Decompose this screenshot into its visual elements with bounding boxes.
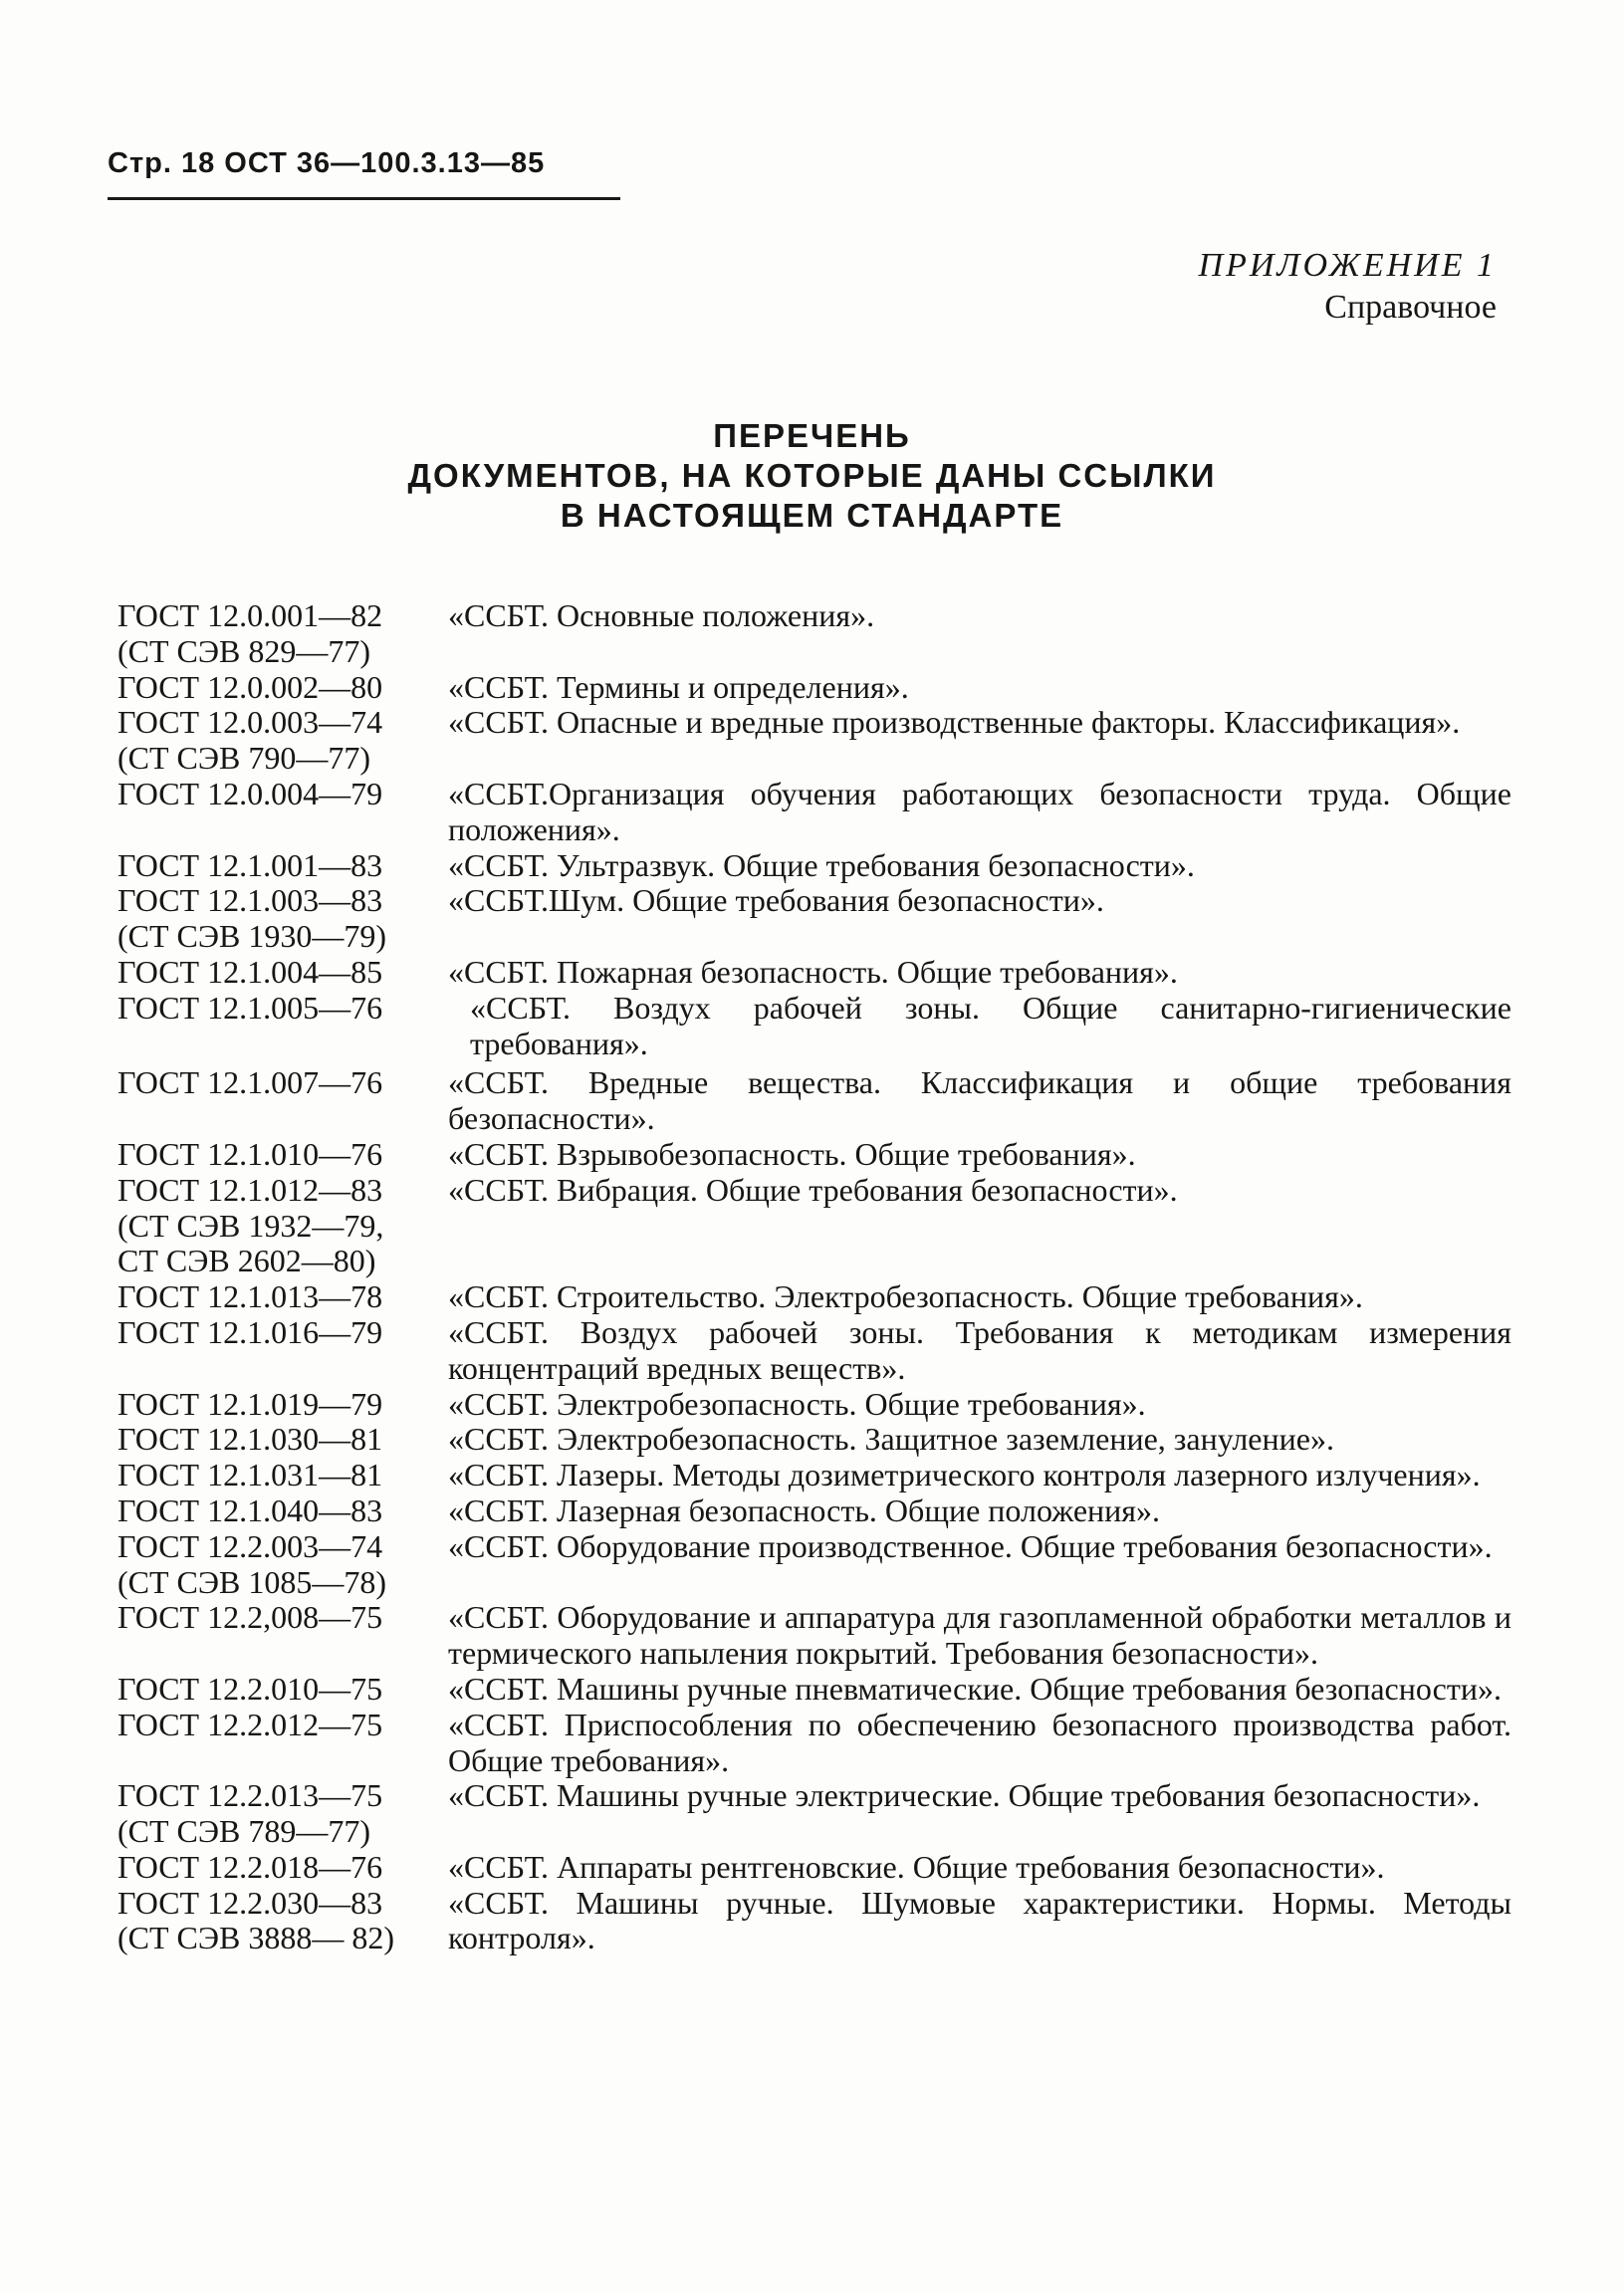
entry-description: «ССБТ. Строительство. Электробезопасность. Общие требования». xyxy=(448,1278,1363,1315)
entry-description: «ССБТ. Вибрация. Общие требования безопасности». xyxy=(448,1171,1178,1208)
entry-code: ГОСТ 12.1.030—81 xyxy=(117,1421,383,1458)
appendix-label xyxy=(1199,245,1497,329)
entry-description: «ССБТ.Шум. Общие требования безопасности». xyxy=(448,882,1104,919)
entry-description: «ССБТ. Оборудование производственное. Общие требования безопасности». xyxy=(448,1527,1493,1564)
heading-line-1: ПЕРЕЧЕНЬ xyxy=(713,417,911,454)
reference-entry xyxy=(117,883,1511,955)
entry-description: «ССБТ. Машины ручные. Шумовые характеристики. Нормы. Методы контроля». xyxy=(448,1884,1511,1956)
entry-description: «ССБТ. Взрывобезопасность. Общие требования». xyxy=(448,1135,1136,1172)
entry-description: «ССБТ. Вредные вещества. Классификация и общие требования безопасности». xyxy=(448,1064,1511,1137)
entry-code: ГОСТ 12.1.013—78 xyxy=(117,1278,383,1315)
entry-description: «ССБТ. Термины и определения». xyxy=(448,668,909,705)
entry-code: ГОСТ 12.2.012—75 xyxy=(117,1706,383,1742)
reference-entry xyxy=(117,1493,1511,1529)
entry-description: «ССБТ. Электробезопасность. Общие требования». xyxy=(448,1385,1146,1422)
entry-code: ГОСТ 12.2.010—75 xyxy=(117,1670,383,1707)
appendix-subtitle: Справочное xyxy=(1324,289,1497,326)
heading-line-3: В НАСТОЯЩЕМ СТАНДАРТЕ xyxy=(560,497,1064,534)
entry-description: «ССБТ. Оборудование и аппаратура для газопламенной обработки металлов и термического напыления покрытий. Требования безопасности». xyxy=(448,1599,1511,1672)
entry-code: ГОСТ 12.2.030—83 (СТ СЭВ 3888— 82) xyxy=(117,1884,395,1956)
entry-description: «ССБТ. Воздух рабочей зоны. Общие санитарно-гигиенические требования». xyxy=(470,989,1511,1061)
entry-description: «ССБТ. Аппараты рентгеновские. Общие требования безопасности». xyxy=(448,1848,1385,1885)
entry-code: ГОСТ 12.1.003—83 (СТ СЭВ 1930—79) xyxy=(117,882,387,955)
entry-code: ГОСТ 12.1.016—79 xyxy=(117,1313,383,1350)
reference-entry xyxy=(117,1886,1511,1957)
header-rule xyxy=(108,197,620,200)
reference-entry xyxy=(117,991,1511,1062)
reference-entry xyxy=(117,1315,1511,1387)
entry-description: «ССБТ.Организация обучения работающих безопасности труда. Общие положения». xyxy=(448,775,1511,847)
entry-code: ГОСТ 12.2.003—74 (СТ СЭВ 1085—78) xyxy=(117,1527,387,1600)
entry-code: ГОСТ 12.1.012—83 (СТ СЭВ 1932—79, СТ СЭВ 2602—80) xyxy=(117,1171,384,1279)
reference-entry xyxy=(117,1850,1511,1886)
entry-code: ГОСТ 12.1.001—83 xyxy=(117,846,383,883)
reference-entry xyxy=(117,1422,1511,1458)
reference-entry xyxy=(117,1600,1511,1672)
reference-entry xyxy=(117,1387,1511,1423)
entry-description: «ССБТ. Лазерная безопасность. Общие положения». xyxy=(448,1491,1161,1528)
reference-entry xyxy=(117,955,1511,991)
entry-code: ГОСТ 12.1.010—76 xyxy=(117,1135,383,1172)
entry-description: «ССБТ. Электробезопасность. Защитное заземление, зануление». xyxy=(448,1421,1334,1458)
reference-entry xyxy=(117,1065,1511,1137)
entry-description: «ССБТ. Машины ручные электрические. Общие требования безопасности». xyxy=(448,1777,1481,1814)
reference-entry xyxy=(117,1529,1511,1601)
entry-code: ГОСТ 12.1.005—76 xyxy=(117,989,383,1026)
reference-entry xyxy=(117,1778,1511,1850)
reference-entry xyxy=(117,777,1511,848)
reference-entry xyxy=(117,1279,1511,1315)
entry-code: ГОСТ 12.1.040—83 xyxy=(117,1491,383,1528)
reference-entry xyxy=(117,1708,1511,1779)
entry-code: ГОСТ 12.2.013—75 (СТ СЭВ 789—77) xyxy=(117,1777,383,1850)
entry-description: «ССБТ. Приспособления по обеспечению безопасного производства работ. Общие требования». xyxy=(448,1706,1511,1778)
entry-code: ГОСТ 12.2.018—76 xyxy=(117,1848,383,1885)
entry-description: «ССБТ. Опасные и вредные производственные факторы. Классификация». xyxy=(448,704,1461,741)
reference-entry xyxy=(117,598,1511,670)
entry-code: ГОСТ 12.1.004—85 xyxy=(117,953,383,990)
entry-code: ГОСТ 12.0.004—79 xyxy=(117,775,383,811)
reference-entry xyxy=(117,1672,1511,1708)
reference-list xyxy=(117,598,1511,1956)
reference-entry xyxy=(117,1173,1511,1279)
entry-code: ГОСТ 12.2,008—75 xyxy=(117,1599,383,1636)
reference-entry xyxy=(117,1137,1511,1173)
entry-description: «ССБТ. Машины ручные пневматические. Общие требования безопасности». xyxy=(448,1670,1502,1707)
entry-description: «ССБТ. Основные положения». xyxy=(448,597,875,633)
entry-description: «ССБТ. Лазеры. Методы дозиметрического контроля лазерного излучения». xyxy=(448,1457,1481,1493)
entry-description: «ССБТ. Ультразвук. Общие требования безопасности». xyxy=(448,846,1195,883)
entry-code: ГОСТ 12.0.003—74 (СТ СЭВ 790—77) xyxy=(117,704,383,777)
heading-line-2: ДОКУМЕНТОВ, НА КОТОРЫЕ ДАНЫ ССЫЛКИ xyxy=(407,457,1217,494)
entry-code: ГОСТ 12.0.001—82 (СТ СЭВ 829—77) xyxy=(117,597,383,669)
reference-entry xyxy=(117,705,1511,777)
entry-description: «ССБТ. Пожарная безопасность. Общие требования». xyxy=(448,953,1178,990)
appendix-title: ПРИЛОЖЕНИЕ 1 xyxy=(1198,247,1497,284)
page-header: Стр. 18 ОСТ 36—100.3.13—85 xyxy=(108,147,546,179)
entry-code: ГОСТ 12.0.002—80 xyxy=(117,668,383,705)
document-heading xyxy=(0,416,1624,536)
entry-code: ГОСТ 12.1.007—76 xyxy=(117,1064,383,1101)
entry-code: ГОСТ 12.1.019—79 xyxy=(117,1385,383,1422)
entry-description: «ССБТ. Воздух рабочей зоны. Требования к методикам измерения концентраций вредных веществ». xyxy=(448,1313,1511,1386)
entry-code: ГОСТ 12.1.031—81 xyxy=(117,1457,383,1493)
reference-entry xyxy=(117,848,1511,884)
reference-entry xyxy=(117,1458,1511,1493)
reference-entry xyxy=(117,670,1511,706)
